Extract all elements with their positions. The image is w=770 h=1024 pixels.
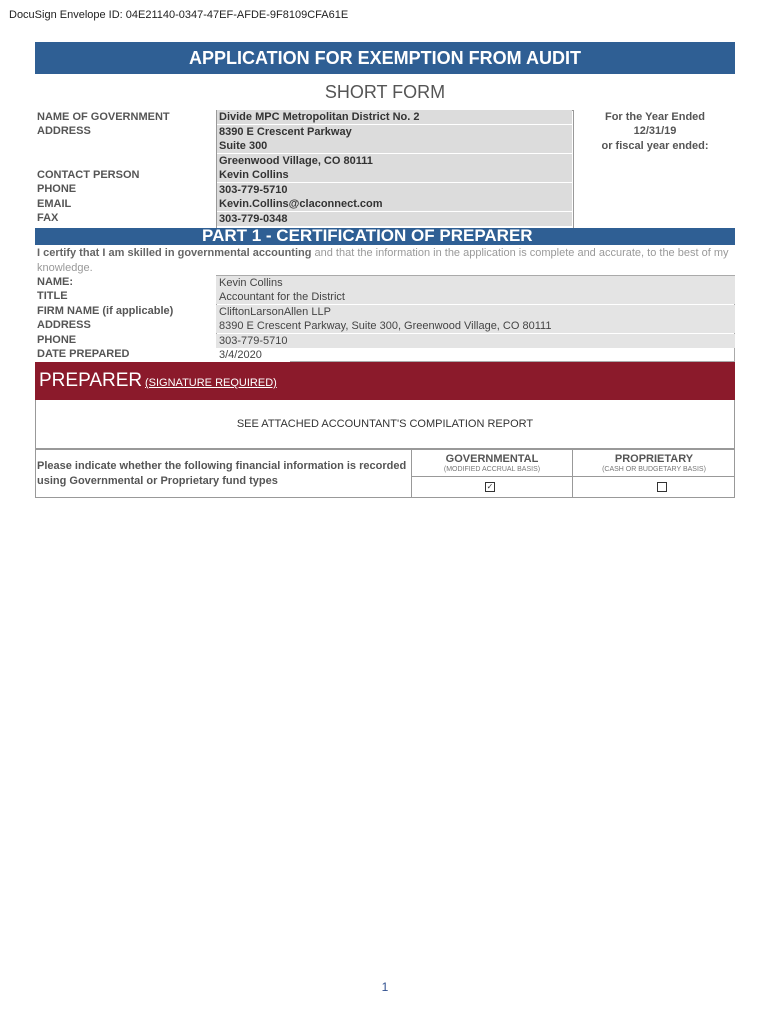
form-title: APPLICATION FOR EXEMPTION FROM AUDIT <box>35 42 735 74</box>
envelope-id: DocuSign Envelope ID: 04E21140-0347-47EF-AFDE-9F8109CFA61E <box>9 9 349 21</box>
certify-rest: and that the information in the application is complete and accurate, to the best of my knowledge. <box>37 247 729 274</box>
preparer-title-field[interactable]: Accountant for the District <box>216 290 735 304</box>
firm-name-field[interactable]: CliftonLarsonAllen LLP <box>216 305 735 319</box>
governmental-checkbox[interactable]: ✓ <box>486 482 494 491</box>
table-divider <box>411 476 735 477</box>
preparer-label: PREPARER <box>39 370 143 391</box>
label-phone: PHONE <box>37 183 77 195</box>
part1-heading: PART 1 - CERTIFICATION OF PREPARER <box>202 226 533 245</box>
certification-statement <box>37 246 737 276</box>
preparer-bar <box>35 362 735 400</box>
governmental-heading: GOVERNMENTAL <box>445 453 539 465</box>
form-subtitle: SHORT FORM <box>324 82 446 102</box>
contact-person-field[interactable]: Kevin Collins <box>217 168 572 182</box>
preparer-address-field[interactable]: 8390 E Crescent Parkway, Suite 300, Greenwood Village, CO 80111 <box>216 319 735 333</box>
label-government-name: NAME OF GOVERNMENT <box>37 111 170 123</box>
label-preparer-name: NAME: <box>37 276 74 288</box>
label-fax: FAX <box>37 212 59 224</box>
address-line3-field[interactable]: Greenwood Village, CO 80111 <box>217 154 572 168</box>
phone-field[interactable]: 303-779-5710 <box>217 183 572 197</box>
page-number: 1 <box>381 980 389 994</box>
label-date-prepared: DATE PREPARED <box>37 348 130 360</box>
email-field[interactable]: Kevin.Collins@claconnect.com <box>217 197 572 211</box>
label-preparer-address: ADDRESS <box>37 319 91 331</box>
fax-field[interactable]: 303-779-0348 <box>217 212 572 226</box>
label-email: EMAIL <box>37 198 72 210</box>
proprietary-checkbox[interactable] <box>657 482 667 492</box>
label-address: ADDRESS <box>37 125 91 137</box>
part1-heading-bar <box>35 228 735 245</box>
government-name-field[interactable]: Divide MPC Metropolitan District No. 2 <box>217 110 572 124</box>
label-preparer-title: TITLE <box>37 290 68 302</box>
label-preparer-phone: PHONE <box>37 334 77 346</box>
address-line2-field[interactable]: Suite 300 <box>217 139 572 153</box>
label-firm-name: FIRM NAME (if applicable) <box>37 305 174 317</box>
proprietary-heading: PROPRIETARY <box>614 453 694 465</box>
date-prepared-field[interactable]: 3/4/2020 <box>216 348 290 362</box>
governmental-subheading: (MODIFIED ACCRUAL BASIS) <box>443 466 541 473</box>
fund-type-question: Please indicate whether the following financial information is recorded using Governmental or Proprietary fund types <box>37 460 407 487</box>
label-contact-person: CONTACT PERSON <box>37 169 140 181</box>
signature-box[interactable]: SEE ATTACHED ACCOUNTANT'S COMPILATION REPORT <box>35 400 735 449</box>
preparer-phone-field[interactable]: 303-779-5710 <box>216 334 735 348</box>
year-ended-date[interactable]: 12/31/19 <box>633 125 677 137</box>
year-ended-label: For the Year Ended <box>604 111 706 123</box>
fiscal-year-label: or fiscal year ended: <box>601 140 709 152</box>
preparer-name-field[interactable]: Kevin Collins <box>216 276 735 290</box>
certify-bold: I certify that I am skilled in governmental accounting <box>37 247 312 259</box>
proprietary-subheading: (CASH OR BUDGETARY BASIS) <box>602 466 706 473</box>
signature-required-link[interactable]: (SIGNATURE REQUIRED) <box>145 377 277 389</box>
address-line1-field[interactable]: 8390 E Crescent Parkway <box>217 125 572 139</box>
